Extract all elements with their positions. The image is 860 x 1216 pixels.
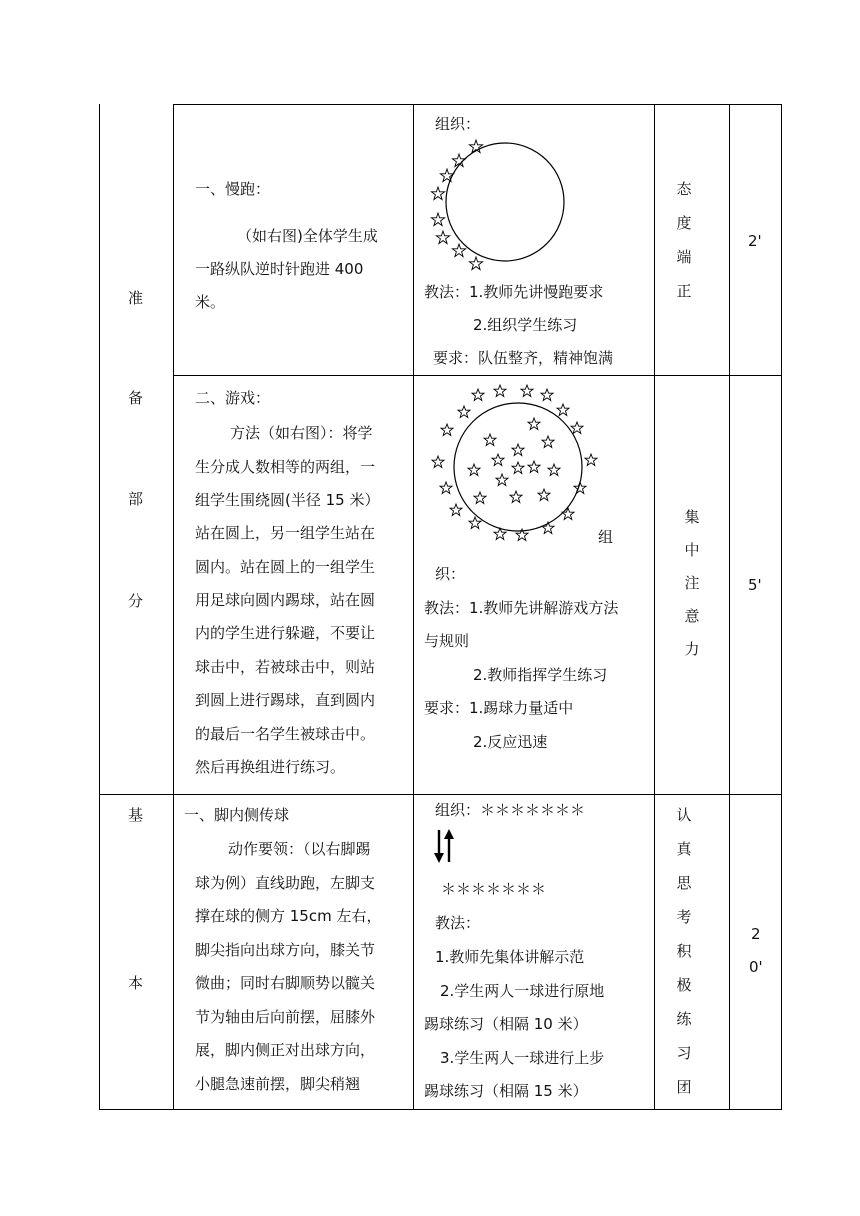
jog-time: 2' [748,232,762,250]
section-label-char: 备 [128,389,144,407]
pass-org-label: 组织：＊＊＊＊＊＊＊ [435,801,586,819]
game-circle-diagram [430,382,610,547]
pass-desc-line: 展，脚内侧正对出球方向， [195,1041,376,1059]
jog-method-line: 2.组织学生练习 [473,316,578,334]
pass-desc-line: 动作要领：（以右脚踢 [228,840,371,858]
game-desc-line: 生分成人数相等的两组，一 [195,458,376,476]
pass-desc-line: 微曲；同时右脚顺势以髋关 [195,974,376,992]
table-border-left [99,104,100,1110]
game-desc-line: 球击中，若被球击中，则站 [195,658,376,676]
pass-method-line: 1.教师先集体讲解示范 [435,948,585,966]
jog-org-label: 组织： [435,115,481,133]
game-desc-line: 圆内。站在圆上的一组学生 [195,558,376,576]
jog-desc-line: 一路纵队逆时针跑进 400 [195,260,364,278]
game-method-line: 教法：1.教师先讲解游戏方法 [424,599,619,617]
jog-desc-line: （如右图)全体学生成 [237,227,378,245]
game-org-label-b: 织： [435,565,466,583]
student-star-icon [440,169,453,182]
pass-method-line: 2.学生两人一球进行原地 [440,982,605,1000]
pass-method-label: 教法： [435,914,481,932]
game-desc-line: 用足球向圆内踢球，站在圆 [195,591,376,609]
student-star-icon [436,231,449,244]
table-border-top [173,104,782,105]
table-divider-col1 [173,104,174,1110]
game-desc-line: 的最后一名学生被球击中。 [195,725,376,743]
pass-method-line: 3.学生两人一球进行上步 [440,1049,605,1067]
game-requirement-line: 2.反应迅速 [473,733,548,751]
pass-time-a: 2 [751,925,761,943]
game-method-line: 2.教师指挥学生练习 [473,666,608,684]
game-desc-line: 站在圆上，另一组学生站在 [195,524,376,542]
table-row-divider-1 [173,375,782,376]
jog-attitude: 态 度 端 正 [676,180,692,300]
table-border-right [781,104,782,1110]
jog-title: 一、慢跑： [195,180,271,198]
section-label-char: 基 [128,806,144,824]
student-star-icon [469,257,482,270]
section-label-char: 准 [128,289,144,307]
jog-circle-diagram [414,135,654,275]
game-desc-line: 方法（如右图）：将学 [230,424,373,442]
game-time: 5' [748,576,762,594]
jog-desc-line: 米。 [195,293,226,311]
inner-students [468,418,560,504]
game-desc-line: 到圆上进行踢球，直到圆内 [195,691,376,709]
game-method-line: 与规则 [424,632,470,650]
table-row-divider-2 [99,794,782,795]
pass-desc-line: 撑在球的侧方 15cm 左右， [195,907,382,925]
jog-method-line: 教法：1.教师先讲慢跑要求 [424,283,604,301]
pass-desc-line: 脚尖指向出球方向，膝关节 [195,941,376,959]
pass-method-line: 踢球练习（相隔 10 米） [424,1015,588,1033]
game-desc-line: 组学生围绕圆(半径 15 米） [195,491,380,509]
section-label-char: 分 [128,592,144,610]
jog-requirement: 要求：队伍整齐，精神饱满 [433,349,614,367]
game-title: 二、游戏： [195,389,271,407]
pass-method-line: 踢球练习（相隔 15 米） [424,1082,588,1100]
outer-students [432,385,597,541]
pass-desc-line: 节为轴由后向前摆，屈膝外 [195,1008,376,1026]
pass-attitude: 认 真 思 考 积 极 练 习 团 [676,806,692,1096]
pass-desc-line: 小腿急速前摆，脚尖稍翘 [195,1075,361,1093]
pass-title: 一、脚内侧传球 [184,806,290,824]
up-down-arrows-icon [432,828,458,864]
section-label-char: 本 [128,974,144,992]
section-label-char: 部 [128,490,144,508]
game-desc-line: 然后再换组进行练习。 [195,758,346,776]
pass-desc-line: 球为例）直线助跑，左脚支 [195,874,376,892]
game-org-label-a: 组 [598,528,614,546]
game-desc-line: 内的学生进行躲避，不要让 [195,624,376,642]
student-star-icon [431,187,444,200]
game-attitude: 集 中 注 意 力 [684,508,700,658]
game-requirement-line: 要求：1.踢球力量适中 [424,699,574,717]
table-divider-col4 [729,104,730,1110]
student-star-icon [452,244,465,257]
pass-stars-row2: ＊＊＊＊＊＊＊ [441,880,547,898]
student-star-icon [431,213,444,226]
table-divider-col3 [654,104,655,1110]
pass-time-b: 0' [749,958,763,976]
